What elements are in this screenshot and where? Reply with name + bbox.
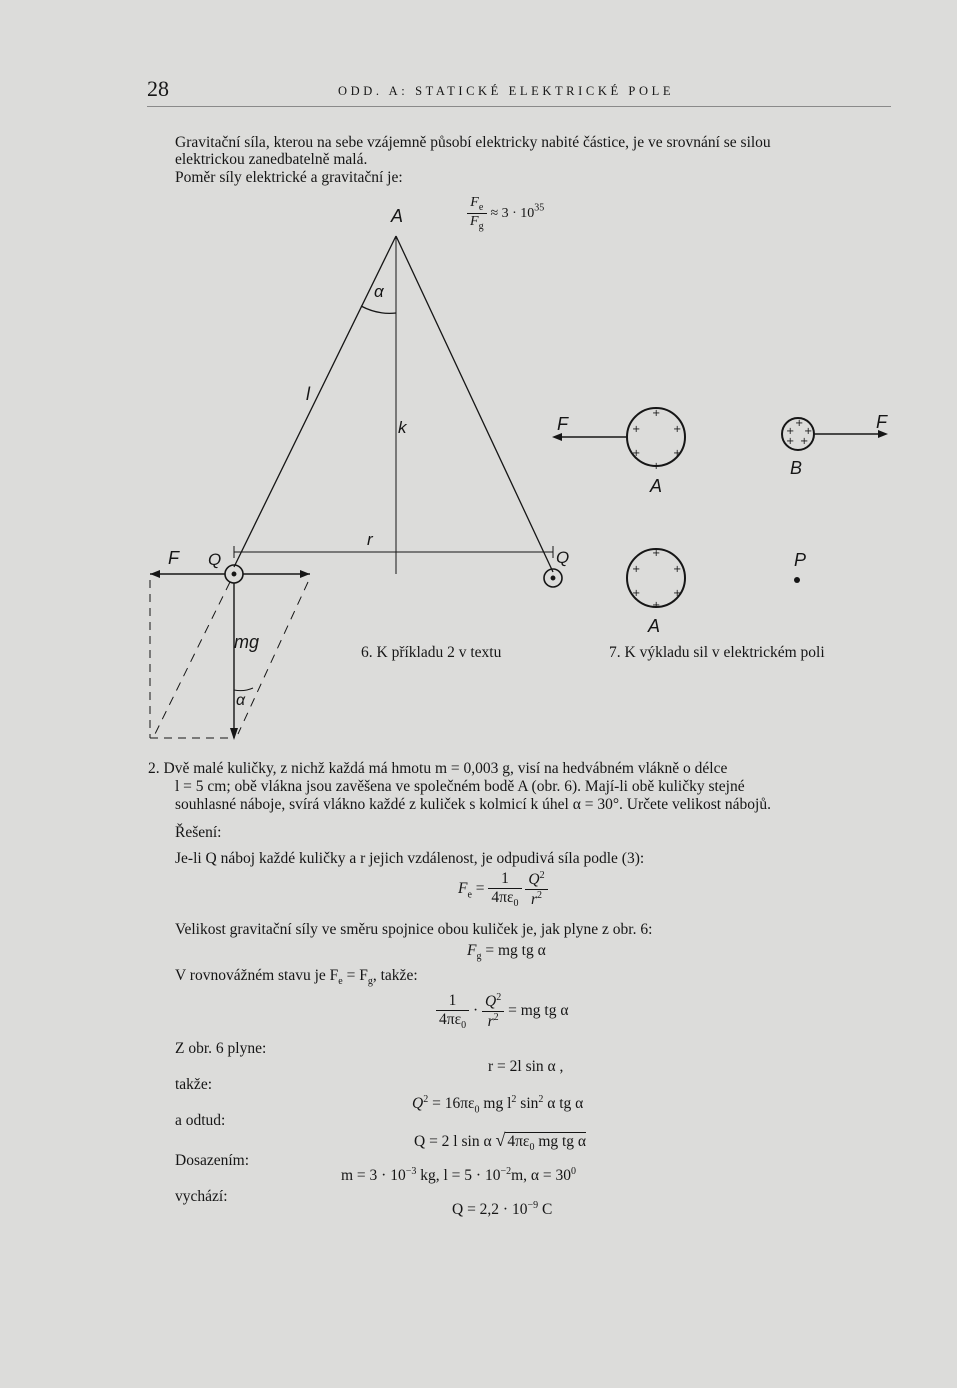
solution-line-3: V rovnovážném stavu je $F_e = F_g$, takže:: [175, 967, 418, 988]
alpha-arc: [361, 306, 396, 313]
page-number: 28: [147, 76, 169, 101]
label-from-figure: Z obr. 6 plyne:: [175, 1040, 267, 1057]
equation-equilibrium: $\frac{1}{4\pi\varepsilon_0}$ · $\frac{Q^2}{r^2}$ = mg tg α: [436, 992, 568, 1031]
svg-text:+: +: [632, 588, 641, 599]
label-F-right-fig7: F: [876, 412, 887, 432]
svg-text:+: +: [652, 408, 661, 419]
svg-text:+: +: [800, 436, 809, 447]
label-F-left-fig7: F: [557, 414, 568, 434]
equation-coulomb: $F_e$ = $\frac{1}{4\pi\varepsilon_0}$ $\frac{Q^2}{r^2}$: [458, 870, 548, 909]
problem-line-3: souhlasné náboje, svírá vlákno každé z kuliček s kolmicí k úhel α = 30°. Určete velikost nábojů.: [175, 796, 771, 813]
point-P: [794, 577, 800, 583]
label-A-top-fig7: A: [650, 476, 663, 496]
label-alpha-lower: α: [236, 692, 246, 709]
intro-line-2: elektrickou zanedbatelně malá.: [175, 151, 368, 168]
label-A-point: A: [391, 206, 404, 226]
svg-text:+: +: [632, 564, 641, 575]
label-r: r: [367, 530, 373, 549]
label-result: vychází:: [175, 1188, 228, 1205]
label-Q-right: Q: [556, 548, 570, 567]
svg-text:+: +: [786, 426, 795, 437]
right-string: [396, 236, 553, 572]
figure-7-charges: [552, 408, 888, 607]
solution-line-2: Velikost gravitační síly ve směru spojnice obou kuliček je, jak plyne z obr. 6:: [175, 921, 653, 938]
label-P: P: [794, 550, 807, 570]
svg-text:+: +: [652, 600, 661, 611]
label-Q-left: Q: [208, 550, 222, 569]
label-hence: a odtud:: [175, 1112, 226, 1129]
label-alpha: α: [374, 282, 384, 301]
running-head: ODD. A: STATICKÉ ELEKTRICKÉ POLE: [338, 84, 675, 98]
intro-line-1: Gravitační síla, kterou na sebe vzájemně působí elektricky nabité částice, je ve srovnání se silou: [175, 134, 771, 151]
problem-line-2: l = 5 cm; obě vlákna jsou zavěšena ve společném bodě A (obr. 6). Mají-li obě kuličky stejné: [175, 778, 745, 795]
svg-text:+: +: [632, 424, 641, 435]
svg-text:+: +: [632, 448, 641, 459]
figure-6-caption: 6. K příkladu 2 v textu: [361, 644, 502, 661]
svg-text:+: +: [652, 461, 661, 472]
svg-text:+: +: [673, 424, 682, 435]
equation-Q: Q = 2 l sin α √ $4\pi\varepsilon_0$ mg tg α: [414, 1130, 587, 1154]
label-l: l: [306, 384, 310, 404]
label-A-bottom-fig7: A: [648, 616, 661, 636]
svg-text:+: +: [652, 548, 661, 559]
label-k: k: [398, 418, 407, 437]
label-F-fig6: F: [168, 548, 179, 568]
svg-text:+: +: [804, 426, 813, 437]
svg-text:+: +: [673, 588, 682, 599]
equation-result: $Q = 2,2 \cdot 10^{-9}$ C: [452, 1200, 553, 1219]
label-substitution: Dosazením:: [175, 1152, 250, 1169]
equation-r: r = 2l sin α ,: [488, 1058, 564, 1075]
svg-text:+: +: [786, 436, 795, 447]
equation-Q-squared: $Q^2 = 16\pi\varepsilon_0$ mg $l^2$ $\sin^2 \alpha$ tg α: [412, 1094, 584, 1116]
force-ratio-equation: $\frac{F_e}{F_g}$ ≈ $3 \cdot 10^{35}$: [467, 195, 544, 232]
equation-gravity: $F_g$ = mg tg α: [467, 942, 546, 963]
intro-line-3: Poměr síly elektrické a gravitační je:: [175, 169, 403, 186]
svg-text:+: +: [673, 448, 682, 459]
figure-6-pendulums: [150, 236, 562, 740]
problem-line-1: 2. Dvě malé kuličky, z nichž každá má hmotu m = 0,003 g, visí na hedvábném vlákně o délce: [148, 760, 728, 777]
label-mg: mg: [234, 632, 260, 652]
equation-values: $m = 3 \cdot 10^{-3}$ kg, $l = 5 \cdot 10^{-2}m$, $\alpha = 30^0$: [341, 1166, 577, 1185]
charge-signs: [632, 408, 812, 611]
svg-text:+: +: [795, 418, 804, 429]
label-B: B: [790, 458, 803, 478]
svg-text:+: +: [673, 564, 682, 575]
left-string: [234, 236, 396, 567]
solution-heading: Řešení:: [175, 824, 222, 841]
label-so: takže:: [175, 1076, 213, 1093]
figure-7-caption: 7. K výkladu sil v elektrickém poli: [609, 644, 825, 661]
solution-line-1: Je-li Q náboj každé kuličky a r jejich vzdálenost, je odpudivá síla podle (3):: [175, 850, 645, 867]
